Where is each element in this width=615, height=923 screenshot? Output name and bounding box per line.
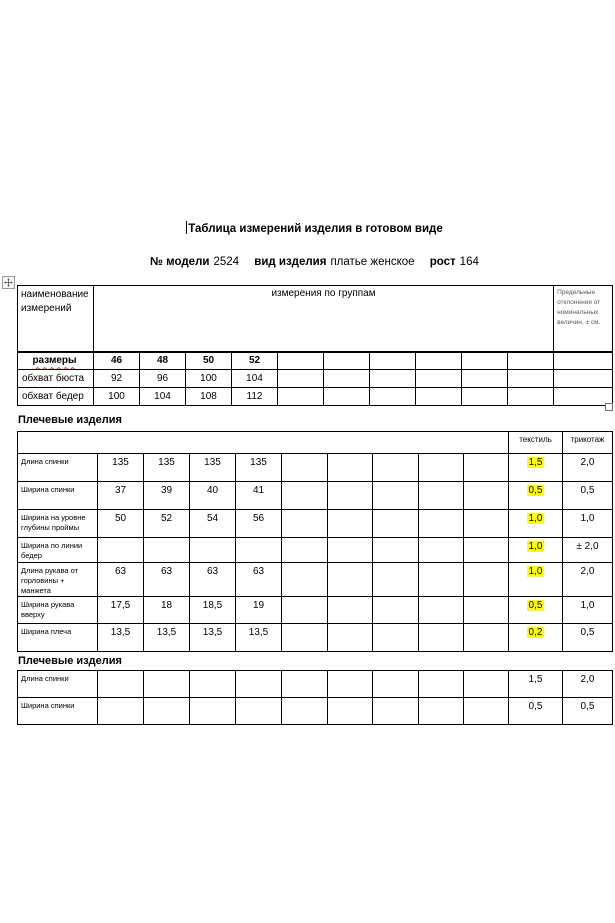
value-cell[interactable] xyxy=(419,510,464,538)
value-cell[interactable] xyxy=(464,482,509,510)
value-cell[interactable] xyxy=(190,671,236,698)
value-cell[interactable] xyxy=(98,563,144,597)
value-cell[interactable] xyxy=(190,597,236,624)
textile-tolerance-cell[interactable] xyxy=(509,482,563,510)
value-cell-text: 50 xyxy=(114,513,127,524)
row-label-text: Длина рукава от горловины + манжета xyxy=(21,566,79,595)
value-cell-text: 50 xyxy=(202,355,215,367)
tolerance-cell[interactable] xyxy=(554,352,613,370)
value-cell[interactable] xyxy=(282,482,328,510)
shoulder-header-row xyxy=(18,432,613,454)
knit-tolerance-cell[interactable] xyxy=(563,563,613,597)
value-cell[interactable] xyxy=(98,671,144,698)
value-cell[interactable] xyxy=(370,352,416,370)
value-cell[interactable] xyxy=(282,698,328,725)
value-cell[interactable] xyxy=(328,624,373,652)
value-cell-text: 63 xyxy=(206,566,219,577)
value-cell-text: 17,5 xyxy=(110,600,131,611)
value-cell-text: 52 xyxy=(248,355,261,367)
value-cell[interactable] xyxy=(144,624,190,652)
value-cell[interactable] xyxy=(419,454,464,482)
value-cell[interactable] xyxy=(282,510,328,538)
value-cell-text: 56 xyxy=(252,513,265,524)
value-cell[interactable] xyxy=(508,388,554,406)
value-cell-text: 100 xyxy=(200,373,217,384)
knit-tolerance-cell[interactable] xyxy=(563,482,613,510)
header-knit-cell[interactable]: трикотаж xyxy=(563,432,613,454)
value-cell[interactable] xyxy=(282,671,328,698)
row-label-text: Ширина на уровне глубины проймы xyxy=(21,513,86,532)
value-cell-text: 92 xyxy=(110,373,123,384)
knit-tolerance-cell[interactable] xyxy=(563,698,613,725)
value-cell[interactable] xyxy=(278,370,324,388)
value-cell-text: 63 xyxy=(160,566,173,577)
value-cell[interactable] xyxy=(419,482,464,510)
value-cell[interactable] xyxy=(328,538,373,563)
value-cell-text: 48 xyxy=(156,355,169,367)
value-cell-text: 135 xyxy=(250,457,267,468)
value-cell[interactable] xyxy=(324,388,370,406)
row-label[interactable] xyxy=(18,388,94,406)
value-cell-text: 96 xyxy=(156,373,169,384)
value-cell-text: 135 xyxy=(158,457,175,468)
value-cell-text: 52 xyxy=(160,513,173,524)
measurements-header-row xyxy=(18,286,613,352)
value-cell[interactable] xyxy=(464,454,509,482)
value-cell[interactable] xyxy=(373,671,419,698)
value-cell[interactable] xyxy=(144,671,190,698)
value-cell-text: 63 xyxy=(252,566,265,577)
value-cell[interactable] xyxy=(236,597,282,624)
value-cell[interactable] xyxy=(373,538,419,563)
value-cell[interactable] xyxy=(186,388,232,406)
value-cell[interactable] xyxy=(190,482,236,510)
value-cell[interactable] xyxy=(190,563,236,597)
value-cell[interactable] xyxy=(370,388,416,406)
value-cell-text: 18 xyxy=(160,600,173,611)
value-cell-text: 112 xyxy=(246,391,263,402)
row-label[interactable] xyxy=(18,352,94,370)
table-row xyxy=(18,482,613,510)
value-cell[interactable] xyxy=(508,352,554,370)
table-row xyxy=(18,454,613,482)
value-cell[interactable] xyxy=(190,454,236,482)
section-heading-shoulder-items-2[interactable]: Плечевые изделия xyxy=(18,655,122,667)
value-cell[interactable] xyxy=(419,538,464,563)
knit-tolerance-cell[interactable] xyxy=(563,671,613,698)
value-cell-text: 13,5 xyxy=(202,627,223,638)
value-cell[interactable] xyxy=(464,510,509,538)
value-cell[interactable] xyxy=(278,388,324,406)
value-cell[interactable] xyxy=(373,563,419,597)
knit-tolerance-cell-text: 2,0 xyxy=(580,674,595,685)
value-cell[interactable] xyxy=(508,370,554,388)
textile-tolerance-value: 1,0 xyxy=(528,513,543,524)
row-label-text: обхват бедер xyxy=(22,391,84,402)
value-cell[interactable] xyxy=(370,370,416,388)
value-cell[interactable] xyxy=(236,563,282,597)
height-label: рост xyxy=(429,256,456,268)
textile-tolerance-value: 1,5 xyxy=(528,674,543,685)
value-cell[interactable] xyxy=(98,510,144,538)
table-row xyxy=(18,597,613,624)
textile-tolerance-value: 0,2 xyxy=(528,627,543,638)
value-cell-text: 37 xyxy=(114,485,127,496)
value-cell[interactable] xyxy=(328,510,373,538)
value-cell[interactable] xyxy=(373,624,419,652)
value-cell[interactable] xyxy=(140,352,186,370)
textile-tolerance-cell[interactable] xyxy=(509,510,563,538)
value-cell[interactable] xyxy=(464,698,509,725)
value-cell[interactable] xyxy=(236,454,282,482)
knit-tolerance-cell-text: 0,5 xyxy=(580,627,595,638)
value-cell[interactable] xyxy=(98,454,144,482)
row-label-text: Ширина по линии бедер xyxy=(21,541,83,560)
row-label[interactable] xyxy=(18,597,98,624)
value-cell[interactable] xyxy=(328,454,373,482)
value-cell[interactable] xyxy=(144,597,190,624)
value-cell[interactable] xyxy=(464,563,509,597)
value-cell-text: 18,5 xyxy=(202,600,223,611)
tolerance-cell[interactable] xyxy=(554,370,613,388)
value-cell-text: 46 xyxy=(110,355,123,367)
row-label-text: Длина спинки xyxy=(21,457,69,466)
header-groups-cell[interactable]: измерения по группам xyxy=(94,286,554,352)
value-cell[interactable] xyxy=(462,352,508,370)
row-label-text: Длина спинки xyxy=(21,674,69,683)
row-label[interactable] xyxy=(18,671,98,698)
knit-tolerance-cell[interactable] xyxy=(563,454,613,482)
row-label[interactable] xyxy=(18,510,98,538)
value-cell-text: 135 xyxy=(204,457,221,468)
model-info-line[interactable] xyxy=(17,254,612,270)
textile-tolerance-cell[interactable] xyxy=(509,671,563,698)
value-cell[interactable] xyxy=(328,671,373,698)
textile-tolerance-cell[interactable] xyxy=(509,563,563,597)
header-name-cell[interactable]: наименование измерений xyxy=(18,286,94,352)
value-cell[interactable] xyxy=(278,352,324,370)
value-cell[interactable] xyxy=(419,597,464,624)
value-cell[interactable] xyxy=(282,624,328,652)
textile-tolerance-cell[interactable] xyxy=(509,698,563,725)
value-cell[interactable] xyxy=(462,388,508,406)
value-cell[interactable] xyxy=(416,388,462,406)
value-cell[interactable] xyxy=(98,597,144,624)
value-cell[interactable] xyxy=(282,563,328,597)
textile-tolerance-value: 1,0 xyxy=(528,541,543,552)
model-number-value: 2524 xyxy=(213,256,240,268)
knit-tolerance-cell[interactable] xyxy=(563,597,613,624)
value-cell[interactable] xyxy=(416,352,462,370)
value-cell[interactable] xyxy=(98,698,144,725)
knit-tolerance-cell[interactable] xyxy=(563,538,613,563)
table-row xyxy=(18,538,613,563)
value-cell[interactable] xyxy=(236,510,282,538)
value-cell-text: 19 xyxy=(252,600,265,611)
section-heading-shoulder-items-1[interactable]: Плечевые изделия xyxy=(18,414,122,426)
value-cell-text: 39 xyxy=(160,485,173,496)
value-cell[interactable] xyxy=(464,671,509,698)
value-cell[interactable] xyxy=(94,388,140,406)
shoulder-items-table-2 xyxy=(17,670,613,725)
value-cell[interactable] xyxy=(282,597,328,624)
value-cell-text: 40 xyxy=(206,485,219,496)
value-cell-text: 13,5 xyxy=(248,627,269,638)
row-label[interactable] xyxy=(18,370,94,388)
value-cell[interactable] xyxy=(464,624,509,652)
value-cell[interactable] xyxy=(462,370,508,388)
value-cell[interactable] xyxy=(144,698,190,725)
value-cell[interactable] xyxy=(232,388,278,406)
row-label[interactable] xyxy=(18,624,98,652)
table-row xyxy=(18,671,613,698)
measurements-table xyxy=(17,285,613,406)
value-cell[interactable] xyxy=(282,538,328,563)
move-cross-arrows-icon xyxy=(4,278,13,287)
value-cell[interactable] xyxy=(144,538,190,563)
row-label-text: Ширина плеча xyxy=(21,627,72,636)
value-cell[interactable] xyxy=(190,538,236,563)
value-cell-text: 100 xyxy=(108,391,125,402)
value-cell[interactable] xyxy=(328,563,373,597)
value-cell[interactable] xyxy=(236,538,282,563)
table-row xyxy=(18,698,613,725)
row-label-text: Ширина спинки xyxy=(21,701,75,710)
value-cell-text: 41 xyxy=(252,485,265,496)
value-cell-text: 63 xyxy=(114,566,127,577)
textile-tolerance-value: 1,5 xyxy=(528,457,543,468)
value-cell[interactable] xyxy=(324,370,370,388)
textile-tolerance-cell[interactable] xyxy=(509,624,563,652)
value-cell[interactable] xyxy=(373,482,419,510)
value-cell[interactable] xyxy=(190,698,236,725)
knit-tolerance-cell-text: 1,0 xyxy=(580,513,595,524)
value-cell[interactable] xyxy=(186,370,232,388)
value-cell[interactable] xyxy=(144,454,190,482)
table-row xyxy=(18,510,613,538)
row-label[interactable] xyxy=(18,454,98,482)
value-cell[interactable] xyxy=(232,352,278,370)
product-type-label: вид изделия xyxy=(254,256,327,268)
value-cell[interactable] xyxy=(328,482,373,510)
page-title[interactable] xyxy=(17,221,612,237)
value-cell[interactable] xyxy=(419,563,464,597)
value-cell[interactable] xyxy=(98,482,144,510)
table-row xyxy=(18,388,613,406)
row-label[interactable] xyxy=(18,563,98,597)
value-cell[interactable] xyxy=(419,624,464,652)
value-cell[interactable] xyxy=(98,538,144,563)
table-move-handle[interactable] xyxy=(2,276,15,289)
value-cell-text: 13,5 xyxy=(110,627,131,638)
value-cell[interactable] xyxy=(464,597,509,624)
table-row xyxy=(18,624,613,652)
value-cell[interactable] xyxy=(98,624,144,652)
value-cell[interactable] xyxy=(144,510,190,538)
height-value: 164 xyxy=(459,256,479,268)
value-cell[interactable] xyxy=(190,510,236,538)
value-cell-text: 104 xyxy=(246,373,263,384)
value-cell[interactable] xyxy=(416,370,462,388)
table-resize-handle[interactable] xyxy=(605,403,613,411)
table-row xyxy=(18,352,613,370)
value-cell[interactable] xyxy=(140,370,186,388)
knit-tolerance-cell[interactable] xyxy=(563,510,613,538)
page-title-text: Таблица измерений изделия в готовом виде xyxy=(188,223,443,235)
row-label-text: размеры xyxy=(32,355,77,367)
value-cell[interactable] xyxy=(94,370,140,388)
header-tolerance-cell[interactable]: Предельные отклонения от номинальных величин, ± см. xyxy=(554,286,613,352)
row-label[interactable] xyxy=(18,538,98,563)
value-cell[interactable] xyxy=(373,454,419,482)
value-cell[interactable] xyxy=(236,698,282,725)
value-cell[interactable] xyxy=(373,597,419,624)
value-cell[interactable] xyxy=(236,671,282,698)
value-cell[interactable] xyxy=(236,482,282,510)
value-cell[interactable] xyxy=(373,698,419,725)
value-cell[interactable] xyxy=(328,597,373,624)
knit-tolerance-cell-text: ± 2,0 xyxy=(576,541,599,552)
textile-tolerance-cell[interactable] xyxy=(509,597,563,624)
value-cell[interactable] xyxy=(324,352,370,370)
shoulder-items-table-1 xyxy=(17,431,613,652)
value-cell[interactable] xyxy=(144,482,190,510)
row-label-text: обхват бюста xyxy=(22,373,85,384)
knit-tolerance-cell-text: 2,0 xyxy=(580,457,595,468)
knit-tolerance-cell-text: 0,5 xyxy=(580,485,595,496)
row-label[interactable] xyxy=(18,482,98,510)
value-cell-text: 104 xyxy=(154,391,171,402)
textile-tolerance-cell[interactable] xyxy=(509,538,563,563)
textile-tolerance-value: 0,5 xyxy=(528,485,543,496)
textile-tolerance-value: 1,0 xyxy=(528,566,543,577)
textile-tolerance-value: 0,5 xyxy=(528,701,543,712)
knit-tolerance-cell-text: 2,0 xyxy=(580,566,595,577)
textile-tolerance-cell[interactable] xyxy=(509,454,563,482)
value-cell-text: 54 xyxy=(206,513,219,524)
row-label-text: Ширина спинки xyxy=(21,485,75,494)
value-cell[interactable] xyxy=(282,454,328,482)
value-cell[interactable] xyxy=(232,370,278,388)
tolerance-cell[interactable] xyxy=(554,388,613,406)
table-row xyxy=(18,370,613,388)
value-cell[interactable] xyxy=(94,352,140,370)
value-cell-text: 135 xyxy=(112,457,129,468)
value-cell[interactable] xyxy=(190,624,236,652)
value-cell[interactable] xyxy=(144,563,190,597)
textile-tolerance-value: 0,5 xyxy=(528,600,543,611)
model-number-label: № модели xyxy=(150,256,210,268)
header-empty-cell[interactable] xyxy=(18,432,509,454)
value-cell[interactable] xyxy=(140,388,186,406)
row-label-text: Ширина рукава вверху xyxy=(21,600,75,619)
value-cell-text: 13,5 xyxy=(156,627,177,638)
value-cell[interactable] xyxy=(419,671,464,698)
knit-tolerance-cell-text: 1,0 xyxy=(580,600,595,611)
value-cell[interactable] xyxy=(419,698,464,725)
header-textile-cell[interactable]: текстиль xyxy=(509,432,563,454)
value-cell[interactable] xyxy=(373,510,419,538)
row-label[interactable] xyxy=(18,698,98,725)
table-row xyxy=(18,563,613,597)
knit-tolerance-cell-text: 0,5 xyxy=(580,701,595,712)
value-cell[interactable] xyxy=(236,624,282,652)
knit-tolerance-cell[interactable] xyxy=(563,624,613,652)
value-cell-text: 108 xyxy=(200,391,217,402)
value-cell[interactable] xyxy=(186,352,232,370)
product-type-value: платье женское xyxy=(330,256,415,268)
value-cell[interactable] xyxy=(464,538,509,563)
value-cell[interactable] xyxy=(328,698,373,725)
